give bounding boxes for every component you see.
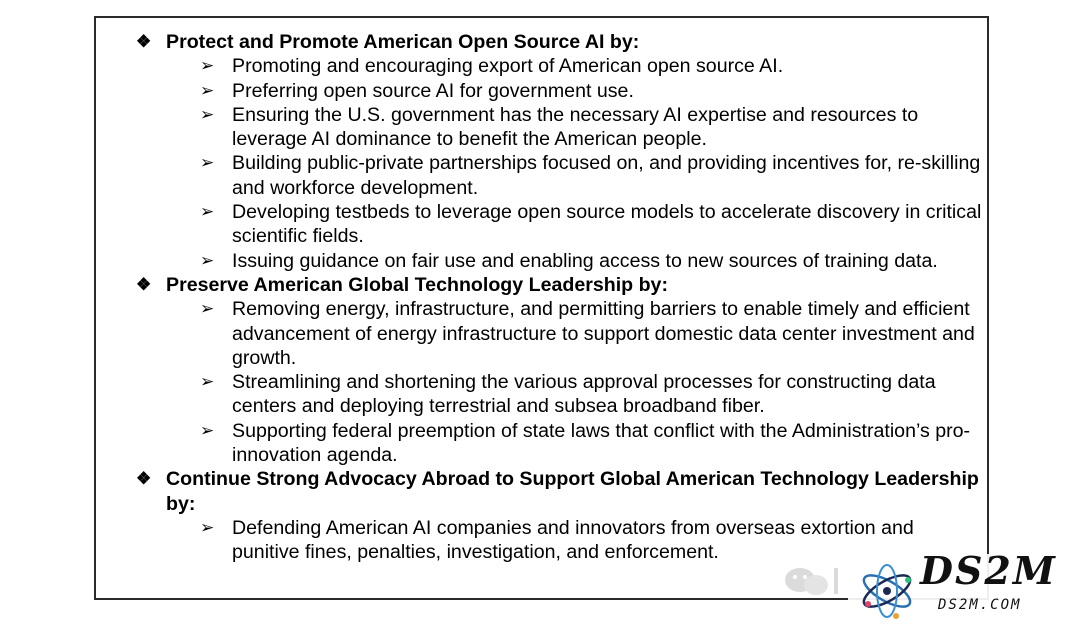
list-item bbox=[136, 103, 983, 152]
section-heading-text: Protect and Promote American Open Source AI by: bbox=[166, 31, 640, 53]
section-advocacy-abroad bbox=[136, 467, 983, 564]
arrow-bullet-icon: ➢ bbox=[200, 153, 215, 173]
section-tech-leadership bbox=[136, 273, 983, 467]
arrow-bullet-icon: ➢ bbox=[200, 56, 215, 76]
section-heading bbox=[136, 30, 983, 54]
section-heading bbox=[136, 273, 983, 297]
arrow-bullet-icon: ➢ bbox=[200, 420, 215, 440]
list-item bbox=[136, 297, 983, 370]
arrow-bullet-icon: ➢ bbox=[200, 517, 215, 537]
arrow-bullet-icon: ➢ bbox=[200, 299, 215, 319]
section-items bbox=[136, 297, 983, 467]
list-item-text: Streamlining and shortening the various approval processes for constructing data centers and deploying terrestrial and subsea broadband fiber. bbox=[232, 371, 936, 418]
section-open-source bbox=[136, 30, 983, 273]
section-items bbox=[136, 54, 983, 273]
list-item bbox=[136, 151, 983, 200]
atom-logo-icon bbox=[856, 560, 918, 622]
arrow-bullet-icon: ➢ bbox=[200, 250, 215, 270]
wechat-icon bbox=[782, 560, 852, 600]
section-heading-text: Preserve American Global Technology Leadership by: bbox=[166, 273, 668, 296]
list-item bbox=[136, 54, 983, 78]
arrow-bullet-icon: ➢ bbox=[200, 80, 215, 100]
list-item bbox=[136, 200, 983, 249]
list-item-text: Ensuring the U.S. government has the necessary AI expertise and resources to leverage AI dominance to benefit the American people. bbox=[232, 103, 919, 151]
diamond-bullet-icon: ❖ bbox=[136, 274, 152, 294]
watermark-subtitle: DS2M.COM bbox=[938, 597, 1022, 613]
list-item bbox=[136, 79, 983, 103]
document-frame bbox=[94, 16, 989, 600]
list-item-text: Promoting and encouraging export of American open source AI. bbox=[232, 55, 784, 78]
list-item bbox=[136, 419, 983, 468]
list-item-text: Supporting federal preemption of state laws that conflict with the Administration’s pro-innovation agenda. bbox=[232, 419, 971, 467]
list-item-text: Defending American AI companies and innovators from overseas extortion and punitive fines, penalties, investigation, and enforcement. bbox=[232, 516, 914, 564]
list-item-text: Developing testbeds to leverage open source models to accelerate discovery in critical scientific fields. bbox=[232, 201, 982, 248]
arrow-bullet-icon: ➢ bbox=[200, 104, 215, 124]
section-heading-text: Continue Strong Advocacy Abroad to Support Global American Technology Leadership by: bbox=[166, 468, 979, 515]
list-item-text: Building public-private partnerships focused on, and providing incentives for, re-skilling and workforce development. bbox=[232, 152, 981, 199]
arrow-bullet-icon: ➢ bbox=[200, 372, 215, 392]
arrow-bullet-icon: ➢ bbox=[200, 202, 215, 222]
list-item-text: Issuing guidance on fair use and enabling access to new sources of training data. bbox=[232, 249, 938, 272]
list-item bbox=[136, 249, 983, 273]
section-heading bbox=[136, 467, 983, 516]
watermark-title: DS2M bbox=[920, 548, 1057, 593]
diamond-bullet-icon: ❖ bbox=[136, 32, 152, 51]
document-content bbox=[136, 30, 983, 565]
list-item-text: Preferring open source AI for government use. bbox=[232, 79, 634, 102]
list-item-text: Removing energy, infrastructure, and permitting barriers to enable timely and efficient advancement of energy infrastructure to support domestic data center investment and growth. bbox=[232, 298, 975, 369]
list-item bbox=[136, 370, 983, 419]
diamond-bullet-icon: ❖ bbox=[136, 469, 152, 489]
